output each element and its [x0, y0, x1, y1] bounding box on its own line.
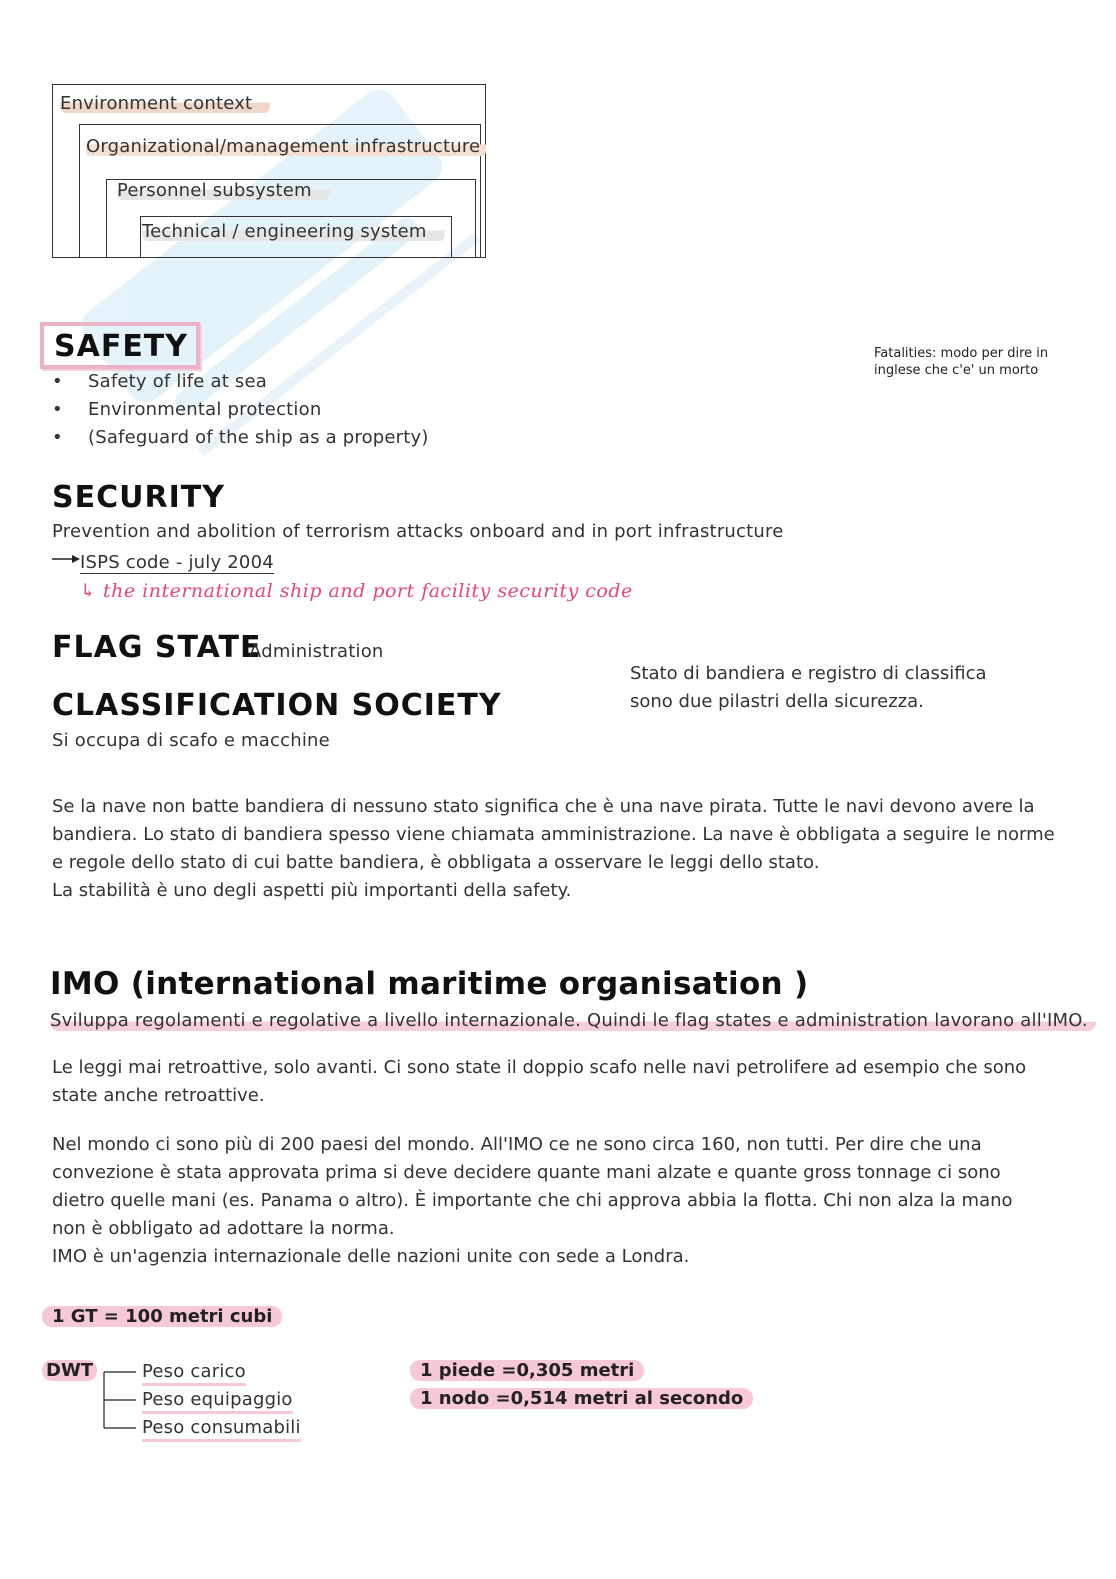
classification-heading: CLASSIFICATION SOCIETY: [52, 688, 502, 723]
flag-state-heading: FLAG STATE: [52, 630, 262, 665]
imo-highlight: Sviluppa regolamenti e regolative a livello internazionale. Quindi le flag states e administration lavorano all'IMO.: [50, 1010, 1096, 1031]
handwritten-text: the international ship and port facility security code: [102, 580, 633, 602]
imo-paragraph-1: [52, 1054, 1026, 1110]
gt-definition: 1 GT = 100 metri cubi: [42, 1306, 282, 1327]
paragraph-line: Le leggi mai retroattive, solo avanti. Ci sono state il doppio scafo nelle navi petrolifere ad esempio che sono: [52, 1057, 1027, 1078]
safety-heading: SAFETY: [40, 322, 200, 369]
side-note: [874, 345, 1048, 379]
paragraph-line: La stabilità è uno degli aspetti più importanti della safety.: [52, 880, 572, 901]
security-heading: SECURITY: [52, 480, 225, 515]
paragraph-line: convezione è stata approvata prima si deve decidere quante mani alzate e quante gross tonnage ci sono: [52, 1162, 1001, 1183]
flag-paragraph: [52, 793, 1055, 905]
security-text: Prevention and abolition of terrorism attacks onboard and in port infrastructure: [52, 521, 784, 542]
imo-heading: IMO (international maritime organisation ): [50, 966, 809, 1002]
dwt-item-carico: Peso carico: [142, 1361, 246, 1386]
paragraph-line: e regole dello stato di cui batte bandiera, è obbligata a osservare le leggi dello stato.: [52, 852, 820, 873]
pillars-note: [630, 660, 987, 716]
paragraph-line: Nel mondo ci sono più di 200 paesi del mondo. All'IMO ce ne sono circa 160, non tutti. Per dire che una: [52, 1134, 982, 1155]
layer-label-organizational: Organizational/management infrastructure: [86, 136, 486, 157]
dwt-item-equipaggio: Peso equipaggio: [142, 1389, 293, 1414]
layer-label-technical: Technical / engineering system: [142, 221, 445, 242]
pillars-line: Stato di bandiera e registro di classifica: [630, 663, 987, 684]
bullet-text: Environmental protection: [88, 399, 322, 420]
handwritten-note: [80, 580, 633, 602]
bullet-icon: •: [52, 427, 63, 448]
isps-line: [52, 552, 274, 573]
piede-conversion: 1 piede =0,305 metri: [410, 1360, 644, 1381]
paragraph-line: non è obbligato ad adottare la norma.: [52, 1218, 395, 1239]
paragraph-line: IMO è un'agenzia internazionale delle nazioni unite con sede a Londra.: [52, 1246, 690, 1267]
imo-paragraph-2: [52, 1131, 1013, 1271]
side-note-line: Fatalities: modo per dire in: [874, 346, 1049, 361]
layer-label-environment: Environment context: [60, 93, 270, 114]
arrow-right-icon: [52, 548, 80, 569]
dwt-label: DWT: [42, 1360, 97, 1381]
nodo-conversion: 1 nodo =0,514 metri al secondo: [410, 1388, 753, 1409]
flag-state-subtitle: Administration: [249, 641, 384, 662]
bullet-icon: •: [52, 399, 63, 420]
pillars-line: sono due pilastri della sicurezza.: [630, 691, 924, 712]
handwritten-arrow-icon: ↳: [80, 580, 103, 602]
dwt-item-consumabili: Peso consumabili: [142, 1417, 301, 1442]
dwt-tree-lines: [100, 1370, 140, 1436]
paragraph-line: bandiera. Lo stato di bandiera spesso viene chiamata amministrazione. La nave è obbligata a seguire le norme: [52, 824, 1055, 845]
bullet-icon: •: [52, 371, 63, 392]
side-note-line: inglese che c'e' un morto: [874, 363, 1039, 378]
classification-text: Si occupa di scafo e macchine: [52, 730, 330, 751]
paragraph-line: state anche retroattive.: [52, 1085, 265, 1106]
paragraph-line: Se la nave non batte bandiera di nessuno stato significa che è una nave pirata. Tutte le navi devono avere la: [52, 796, 1035, 817]
layer-label-personnel: Personnel subsystem: [117, 180, 330, 201]
bullet-text: Safety of life at sea: [88, 371, 267, 392]
bullet-text: (Safeguard of the ship as a property): [88, 427, 429, 448]
isps-code-text: ISPS code - july 2004: [80, 552, 274, 573]
paragraph-line: dietro quelle mani (es. Panama o altro). È importante che chi approva abbia la flotta. Chi non alza la mano: [52, 1190, 1013, 1211]
